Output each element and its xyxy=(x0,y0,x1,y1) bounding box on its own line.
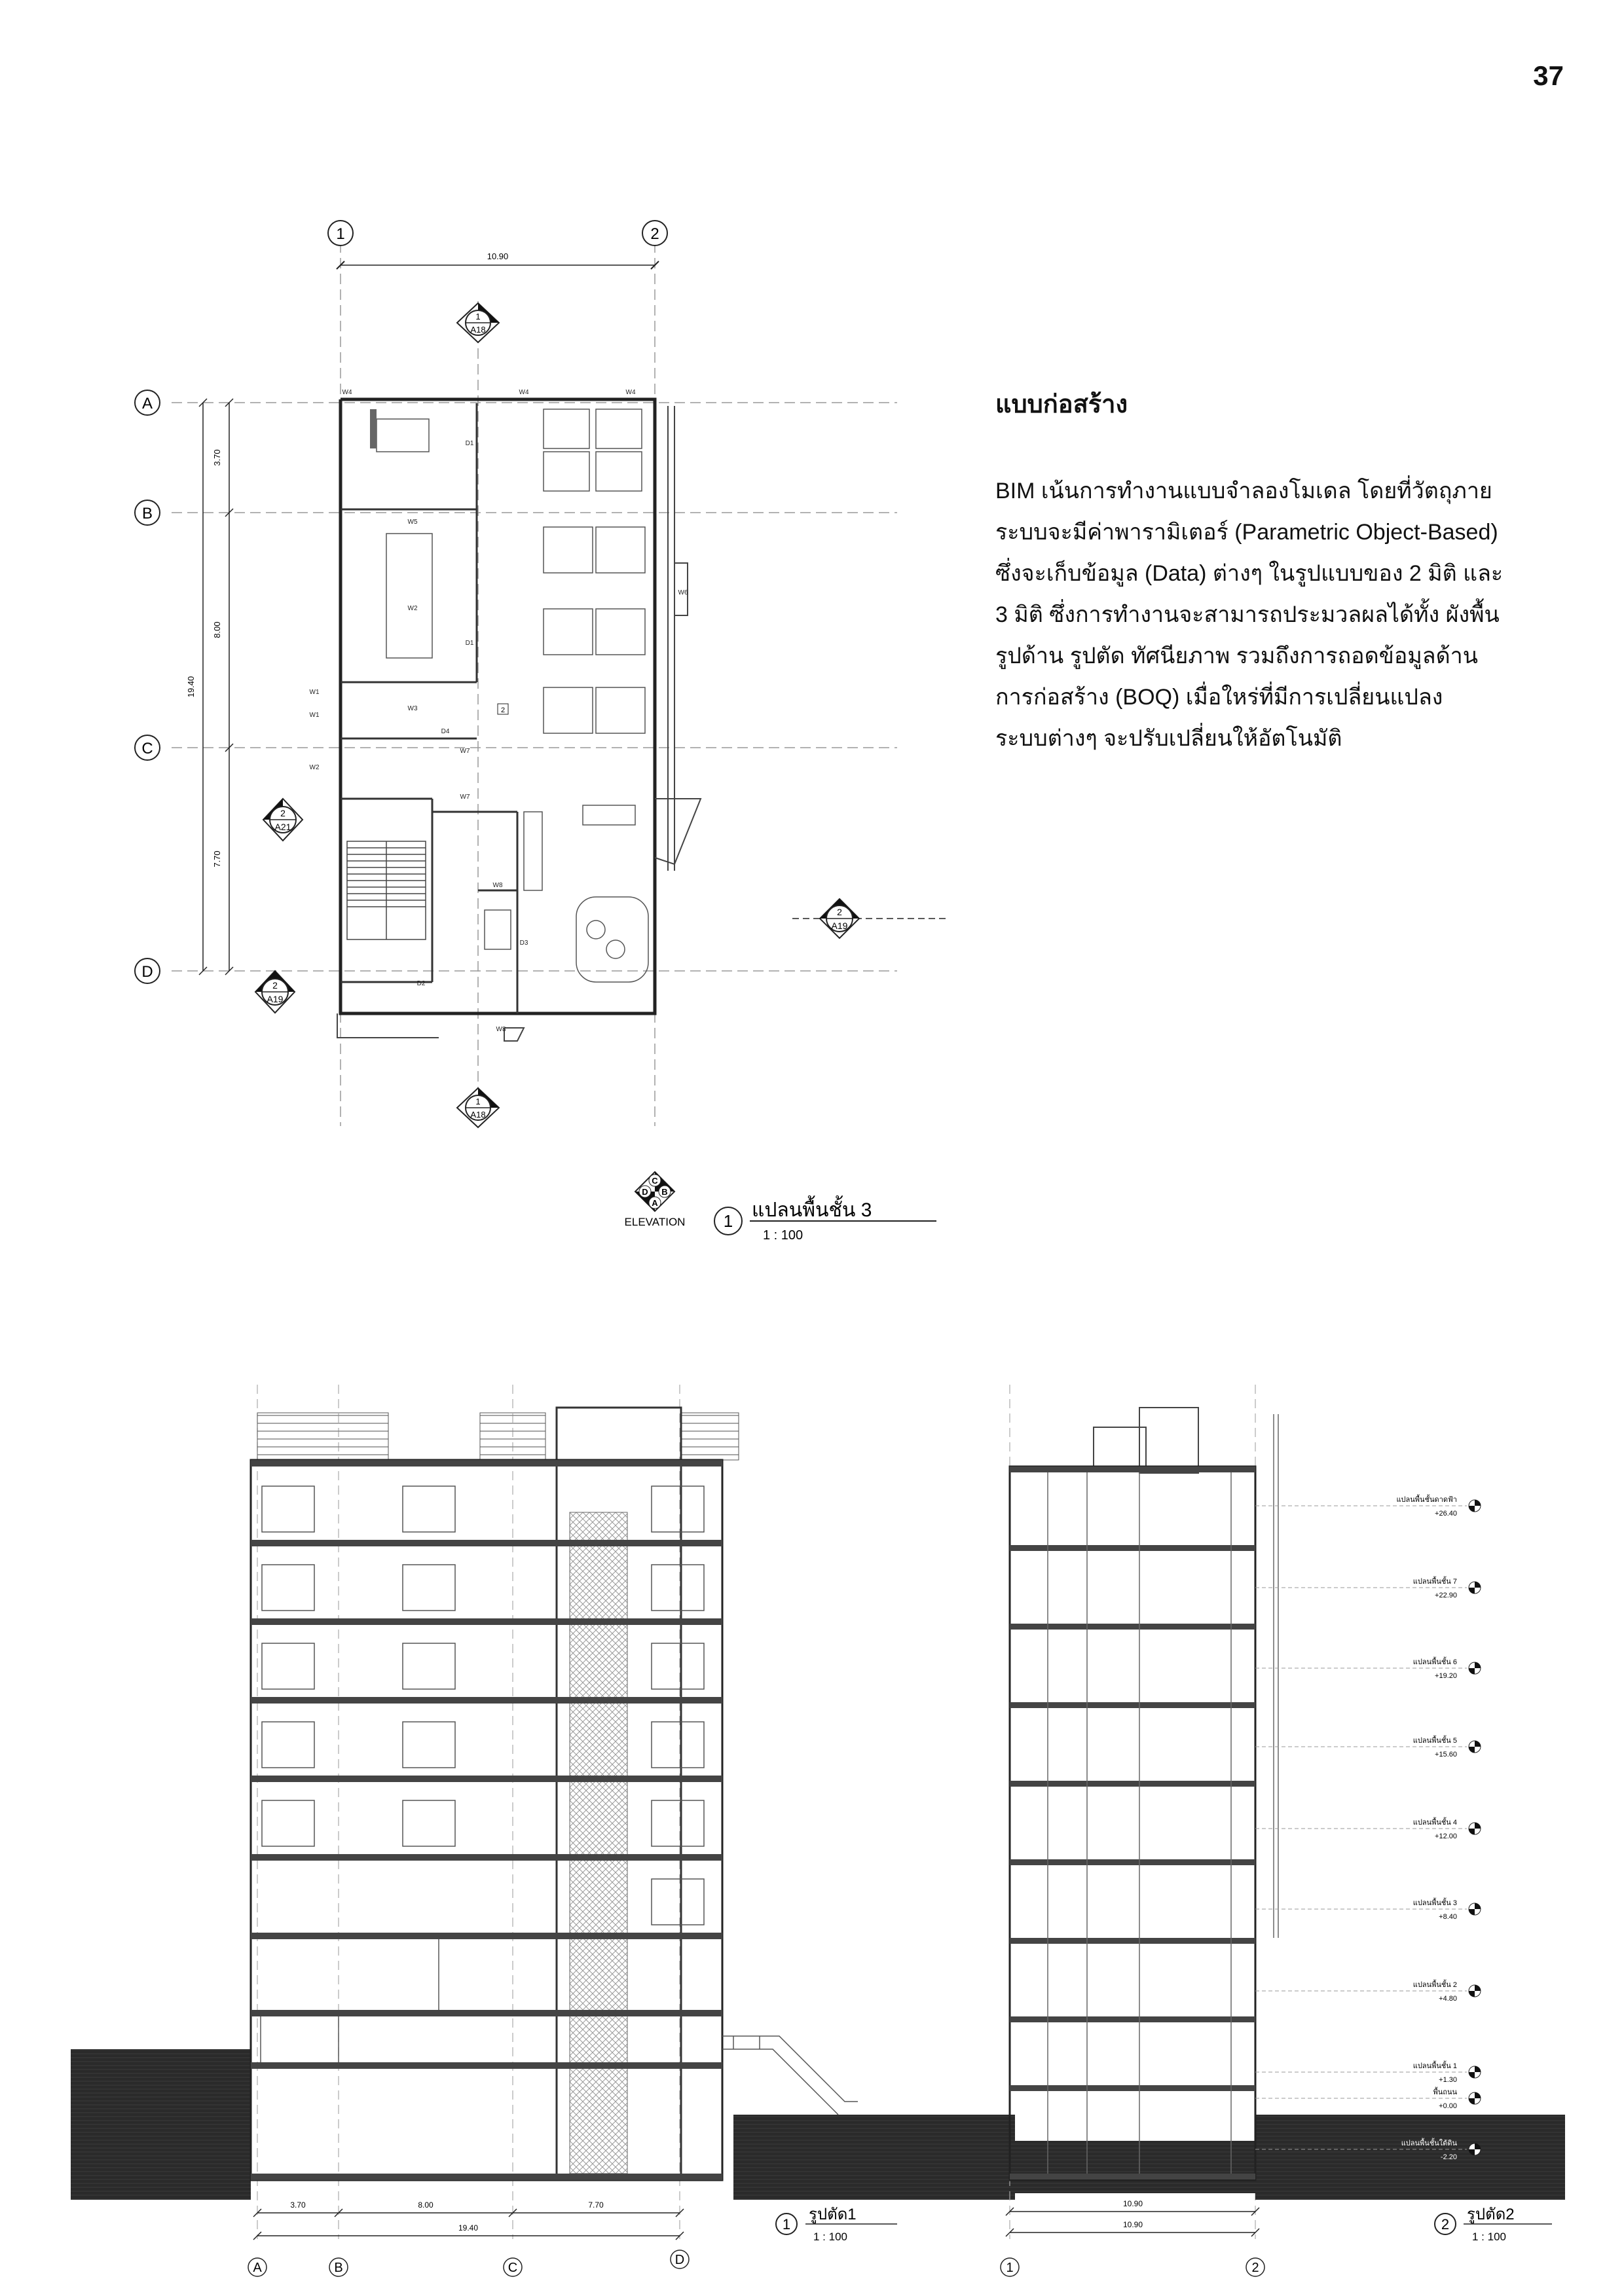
svg-text:10.90: 10.90 xyxy=(1122,2220,1143,2229)
level-marker xyxy=(1255,1735,1481,1758)
svg-text:10.90: 10.90 xyxy=(487,251,509,261)
svg-text:2: 2 xyxy=(500,706,506,714)
svg-text:A19: A19 xyxy=(831,920,848,931)
article-line: การก่อสร้าง (BOQ) เมื่อใหร่ที่มีการเปลี่ยนแปลง xyxy=(995,685,1443,710)
svg-text:รูปตัด1: รูปตัด1 xyxy=(809,2206,857,2223)
svg-text:แปลนพื้นชั้น 4: แปลนพื้นชั้น 4 xyxy=(1412,1819,1457,1827)
svg-text:แปลนพื้นชั้นดาดฟ้า: แปลนพื้นชั้นดาดฟ้า xyxy=(1396,1496,1457,1504)
svg-text:W4: W4 xyxy=(342,389,352,396)
svg-text:W8: W8 xyxy=(496,1026,506,1033)
section-2-title xyxy=(1435,2206,1552,2243)
svg-text:+19.20: +19.20 xyxy=(1435,1672,1457,1680)
svg-text:W1: W1 xyxy=(309,712,320,719)
svg-text:B: B xyxy=(141,505,153,522)
svg-text:B: B xyxy=(661,1187,668,1197)
svg-text:A: A xyxy=(253,2261,262,2275)
top-dimension xyxy=(337,251,659,269)
svg-text:2: 2 xyxy=(272,980,278,991)
svg-text:A19: A19 xyxy=(267,994,284,1004)
svg-text:W6: W6 xyxy=(678,589,688,596)
dim-ab: 3.70 xyxy=(212,449,222,466)
stair xyxy=(347,841,426,939)
svg-text:D: D xyxy=(141,963,153,981)
svg-text:8.00: 8.00 xyxy=(418,2200,434,2210)
svg-text:รูปตัด2: รูปตัด2 xyxy=(1467,2206,1515,2223)
svg-text:+12.00: +12.00 xyxy=(1435,1832,1457,1840)
level-marker xyxy=(1255,1494,1481,1518)
svg-text:3.70: 3.70 xyxy=(290,2200,306,2210)
svg-text:+8.40: +8.40 xyxy=(1439,1913,1457,1921)
svg-text:แปลนพื้นชั้น 1: แปลนพื้นชั้น 1 xyxy=(1412,2062,1457,2070)
svg-text:+22.90: +22.90 xyxy=(1435,1592,1457,1599)
section-marker-a19-left xyxy=(255,971,295,1013)
svg-text:แปลนพื้นชั้นใต้ดิน: แปลนพื้นชั้นใต้ดิน xyxy=(1401,2140,1457,2147)
svg-text:W7: W7 xyxy=(460,793,470,801)
svg-text:+15.60: +15.60 xyxy=(1435,1751,1457,1758)
svg-text:แปลนพื้นชั้น 6: แปลนพื้นชั้น 6 xyxy=(1412,1658,1457,1666)
grid-bubble-D xyxy=(135,958,160,983)
svg-text:2: 2 xyxy=(1441,2216,1450,2232)
svg-text:A18: A18 xyxy=(470,1110,486,1120)
svg-text:7.70: 7.70 xyxy=(588,2200,604,2210)
floor-plan-drawing xyxy=(98,210,950,1283)
grid-bubble-C xyxy=(135,735,160,760)
article-line: ซึ่งจะเก็บข้อมูล (Data) ต่างๆ ในรูปแบบของ 2 มิติ และ xyxy=(995,561,1504,586)
svg-text:10.90: 10.90 xyxy=(1122,2199,1143,2208)
svg-text:1 : 100: 1 : 100 xyxy=(1472,2231,1506,2243)
svg-text:C: C xyxy=(507,2261,518,2275)
svg-text:W7: W7 xyxy=(460,748,470,755)
article-line: รูปด้าน รูปตัด ทัศนียภาพ รวมถึงการถอดข้อมูลด้าน xyxy=(995,644,1478,668)
svg-text:W2: W2 xyxy=(407,605,418,612)
svg-text:W2: W2 xyxy=(309,764,320,771)
svg-text:19.40: 19.40 xyxy=(458,2223,479,2232)
grid-bubble-B xyxy=(135,500,160,525)
svg-text:1: 1 xyxy=(1006,2261,1014,2275)
level-marker xyxy=(1255,1817,1481,1840)
dim-cd: 7.70 xyxy=(212,850,222,867)
svg-text:2: 2 xyxy=(650,225,659,243)
article-line: BIM เน้นการทำงานแบบจำลองโมเดล โดยที่วัตถุภาย xyxy=(995,479,1492,503)
svg-text:D3: D3 xyxy=(519,939,528,947)
level-marker xyxy=(1255,2086,1481,2110)
dim-bc: 8.00 xyxy=(212,621,222,638)
section-marker-bottom xyxy=(457,1088,499,1127)
svg-text:W4: W4 xyxy=(625,389,636,396)
section-marker-a19-right xyxy=(792,899,950,938)
svg-text:D: D xyxy=(674,2253,685,2267)
svg-text:+1.30: +1.30 xyxy=(1439,2076,1457,2084)
svg-text:C: C xyxy=(652,1176,658,1186)
svg-text:D1: D1 xyxy=(465,440,474,447)
svg-text:1: 1 xyxy=(475,1097,481,1106)
svg-text:แปลนพื้นชั้น 3: แปลนพื้นชั้น 3 xyxy=(752,1199,872,1221)
svg-text:D: D xyxy=(642,1187,648,1197)
article-line: ระบบจะมีค่าพารามิเตอร์ (Parametric Object-Based) xyxy=(995,520,1498,545)
dim-overall: 19.40 xyxy=(186,676,196,698)
elevation-compass-icon xyxy=(625,1172,686,1228)
svg-text:W8: W8 xyxy=(492,882,503,889)
article-title: แบบก่อสร้าง xyxy=(995,391,1128,418)
door-tags xyxy=(417,440,528,987)
section-marker-a21 xyxy=(263,799,303,841)
svg-text:A18: A18 xyxy=(470,325,486,335)
svg-text:C: C xyxy=(141,740,153,757)
svg-text:ELEVATION: ELEVATION xyxy=(624,1216,686,1228)
svg-text:1: 1 xyxy=(475,312,481,321)
svg-text:D2: D2 xyxy=(416,980,426,987)
level-marker xyxy=(1255,2060,1481,2084)
svg-text:A: A xyxy=(652,1198,658,1208)
side-dimensions xyxy=(199,399,233,975)
svg-text:A: A xyxy=(141,395,153,412)
svg-text:1 : 100: 1 : 100 xyxy=(763,1228,803,1243)
svg-text:W5: W5 xyxy=(407,519,418,526)
level-marker xyxy=(1255,1897,1481,1921)
svg-text:B: B xyxy=(334,2261,343,2275)
plan-title xyxy=(714,1195,936,1243)
svg-text:แปลนพื้นชั้น 5: แปลนพื้นชั้น 5 xyxy=(1412,1737,1457,1745)
svg-text:1: 1 xyxy=(723,1211,733,1231)
svg-text:D4: D4 xyxy=(441,728,450,735)
furniture xyxy=(377,409,648,982)
svg-text:2: 2 xyxy=(837,907,842,917)
level-marker xyxy=(1255,1979,1481,2003)
svg-text:W3: W3 xyxy=(407,705,418,712)
svg-text:W1: W1 xyxy=(309,689,320,696)
svg-text:+4.80: +4.80 xyxy=(1439,1995,1457,2003)
level-marker xyxy=(1255,1576,1481,1599)
svg-text:แปลนพื้นชั้น 7: แปลนพื้นชั้น 7 xyxy=(1412,1578,1457,1586)
svg-text:1: 1 xyxy=(336,225,345,243)
article xyxy=(995,384,1559,759)
svg-text:แปลนพื้นชั้น 3: แปลนพื้นชั้น 3 xyxy=(1412,1899,1457,1907)
svg-text:แปลนพื้นชั้น 2: แปลนพื้นชั้น 2 xyxy=(1412,1981,1457,1989)
page-number: 37 xyxy=(1533,60,1564,91)
section-1 xyxy=(71,1385,1015,2276)
grid-bubble-2 xyxy=(642,221,667,246)
svg-text:2: 2 xyxy=(1251,2261,1259,2275)
svg-text:D1: D1 xyxy=(465,640,474,647)
svg-text:พื้นถนน: พื้นถนน xyxy=(1433,2088,1457,2096)
svg-text:1 : 100: 1 : 100 xyxy=(813,2231,847,2243)
section-2 xyxy=(1001,1385,1565,2276)
level-markers xyxy=(1255,1494,1481,2161)
section-1-title xyxy=(776,2206,897,2243)
article-line: 3 มิติ ซึ่งการทำงานจะสามารถประมวลผลได้ทั้ง ผังพื้น xyxy=(995,602,1500,627)
svg-text:2: 2 xyxy=(280,808,286,818)
grid-bubble-1 xyxy=(328,221,353,246)
article-line: ระบบต่างๆ จะปรับเปลี่ยนให้อัตโนมัติ xyxy=(995,726,1342,751)
room-tag xyxy=(498,704,508,714)
svg-text:+0.00: +0.00 xyxy=(1439,2102,1457,2110)
section-marker-top xyxy=(457,303,499,342)
svg-text:A21: A21 xyxy=(274,822,291,832)
sections-drawing xyxy=(0,1349,1624,2296)
svg-text:-2.20: -2.20 xyxy=(1440,2153,1457,2161)
svg-text:W4: W4 xyxy=(519,389,529,396)
svg-text:1: 1 xyxy=(782,2216,791,2232)
level-marker xyxy=(1255,1656,1481,1680)
svg-text:+26.40: +26.40 xyxy=(1435,1510,1457,1518)
grid-bubble-A xyxy=(135,390,160,415)
